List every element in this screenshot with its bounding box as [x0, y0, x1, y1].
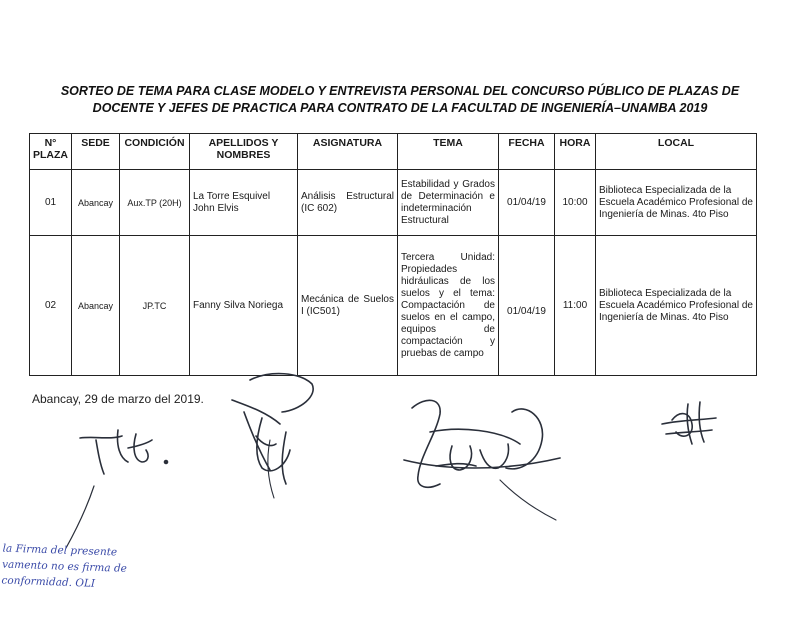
note-line-3: conformidad. OLI	[1, 574, 96, 590]
cell-hora: 11:00	[555, 236, 596, 376]
handwritten-note	[1, 541, 203, 596]
header-nombres: APELLIDOS Y NOMBRES	[190, 134, 298, 170]
cell-sede: Abancay	[72, 236, 120, 376]
cell-local: Biblioteca Especializada de la Escuela Académico Profesional de Ingeniería de Minas. 4to Piso	[596, 170, 757, 236]
header-hora: HORA	[555, 134, 596, 170]
cell-fecha: 01/04/19	[499, 236, 555, 376]
note-line-2: vamento no es firma de	[1, 558, 128, 575]
signature-3	[404, 400, 560, 520]
title-line-2: DOCENTE Y JEFES DE PRACTICA PARA CONTRATO DE LA FACULTAD DE INGENIERÍA–UNAMBA 2019	[92, 101, 708, 115]
cell-nombres: Fanny Silva Noriega	[190, 236, 298, 376]
signature-1	[66, 430, 168, 548]
cell-tema: Estabilidad y Grados de Determinación e indeterminación Estructural	[398, 170, 499, 236]
cell-asignatura: Mecánica de Suelos I (IC501)	[298, 236, 398, 376]
cell-nombres: La Torre Esquivel John Elvis	[190, 170, 298, 236]
header-fecha: FECHA	[499, 134, 555, 170]
note-line-1: la Firma del presente	[2, 542, 118, 559]
cell-hora: 10:00	[555, 170, 596, 236]
cell-sede: Abancay	[72, 170, 120, 236]
cell-fecha: 01/04/19	[499, 170, 555, 236]
cell-condicion: Aux.TP (20H)	[120, 170, 190, 236]
cell-plaza: 02	[30, 236, 72, 376]
header-plaza: N° PLAZA	[30, 134, 72, 170]
header-asignatura: ASIGNATURA	[298, 134, 398, 170]
place-date: Abancay, 29 de marzo del 2019.	[32, 392, 204, 406]
cell-plaza: 01	[30, 170, 72, 236]
cell-local: Biblioteca Especializada de la Escuela Académico Profesional de Ingeniería de Minas. 4to Piso	[596, 236, 757, 376]
header-condicion: CONDICIÓN	[120, 134, 190, 170]
cell-asignatura: Análisis Estructural (IC 602)	[298, 170, 398, 236]
signature-2	[232, 374, 313, 498]
header-local: LOCAL	[596, 134, 757, 170]
signature-4	[662, 402, 716, 444]
title-line-1: SORTEO DE TEMA PARA CLASE MODELO Y ENTREVISTA PERSONAL DEL CONCURSO PÚBLICO DE PLAZAS DE	[60, 84, 740, 98]
header-sede: SEDE	[72, 134, 120, 170]
cell-condicion: JP.TC	[120, 236, 190, 376]
cell-tema: Tercera Unidad: Propiedades hidráulicas de los suelos y el tema: Compactación de suelos en el campo, equipos de compactación y pruebas de campo	[398, 236, 499, 376]
header-tema: TEMA	[398, 134, 499, 170]
